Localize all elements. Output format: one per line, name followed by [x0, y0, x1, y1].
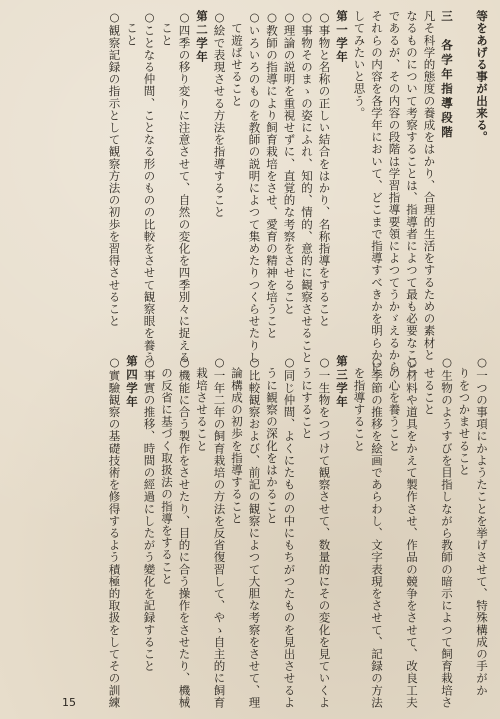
text-line: ○いろいろのものを教師の説明によつて集めたりつくらせたりし — [247, 10, 262, 364]
grade-heading: 第二学年 — [195, 10, 209, 64]
text-line: ○四季の移り変りに注意させて、自然の変化を四季別々に捉える — [177, 10, 192, 364]
text-line: こと — [160, 10, 174, 47]
text-line: ○絵で表現させる方法を指導すること — [212, 10, 227, 219]
text-line: してみたいと思う。 — [352, 10, 367, 119]
text-line: 凡そ科学的態度の養成をはかり、合理的生活をするための素材と — [422, 10, 437, 361]
text-line: ○同じ仲間、よくにたものの中にもちがつたものを見出させるよ — [282, 355, 297, 709]
lower-text-block — [105, 355, 490, 709]
text-line: ○教師の指導により飼育栽培をさせ、愛育の精神を培うこと — [265, 10, 279, 340]
text-line: うに観察の深化をはかること — [265, 355, 279, 525]
section-heading: 三 各学年指導段階 — [440, 10, 454, 141]
page-number: 15 — [62, 696, 76, 709]
text-line: うにすること — [300, 355, 314, 440]
text-line: 等をあげる事が出来る。 — [475, 10, 489, 144]
text-line: なるものについて考察することは、指導者によつて最も必要なこと — [405, 10, 419, 373]
text-line: ○一生物をつづけて観察させて、数量的にその変化を見ていくよ — [317, 355, 332, 709]
text-line: ○事物そのまゝの姿にふれ、知的、情的、意的に観察させること — [300, 10, 314, 364]
text-line: 論構成の初歩を指導すること — [230, 355, 244, 525]
text-line: ○季節の推移を絵画であらわし、文字表現をさせて、記録の方法 — [370, 355, 384, 709]
text-line: ○事物と名称の正しい結合をはかり、名称指導をすること — [317, 10, 332, 328]
text-line: それらの内容を各学年において、どこまで指導すべきかを明らかに — [370, 10, 384, 373]
upper-text-block — [105, 10, 490, 373]
text-line: りをつかませること — [457, 355, 472, 476]
text-line: であるが、その内容の段階は学習指導要領によつてうかゞえるから — [387, 10, 402, 373]
text-line: ○一つの事項にかようたことを挙げさせて、特殊構成の手がか — [475, 355, 489, 697]
grade-heading: 第四学年 — [125, 355, 139, 409]
text-line: ○實驗観察の基礎技術を修得するよう積極的取扱をしてその訓練 — [107, 355, 122, 709]
text-line: ○一年二年の飼育栽培の方法を反省復習して、やゝ自主的に飼育 — [212, 355, 227, 709]
text-line: ○理論の説明を重視せずに、直覚的な考察をさせること — [282, 10, 297, 315]
text-line — [455, 10, 473, 335]
text-line: ○観察記録の指示として観察方法の初歩を習得させること — [107, 10, 122, 328]
grade-heading: 第一学年 — [335, 10, 349, 64]
text-line: ○機能に合う製作をさせたり、目的に合う操作をさせたり、機械 — [177, 355, 192, 709]
text-line: の心を養うこと — [387, 355, 402, 452]
grade-heading: 第三学年 — [335, 355, 349, 409]
text-line: ○事實の推移、時間の經過にしたがう變化を記録すること — [142, 355, 157, 673]
text-line: ○生物のようすびを目指しながら教師の暗示によつて飼育栽培さ — [440, 355, 454, 709]
text-line: を指導すること — [352, 355, 367, 452]
text-line: の反省に基づく取扱法の指導をすること — [160, 355, 174, 585]
text-line: こと — [125, 10, 139, 47]
text-line: ○材料や道具をかえて製作させ、作品の競争をさせて、改良工夫 — [405, 355, 419, 709]
text-line: ○比較観察および、前記の観察によつて大胆な考察をさせて、理 — [247, 355, 262, 709]
text-line: せること — [422, 355, 437, 416]
text-line: ○ことなる仲間、ことなる形のものの比較をさせて観察眼を養う — [142, 10, 157, 364]
text-line: て遊ばせること — [230, 10, 244, 107]
text-line: 栽培させること — [195, 355, 209, 452]
